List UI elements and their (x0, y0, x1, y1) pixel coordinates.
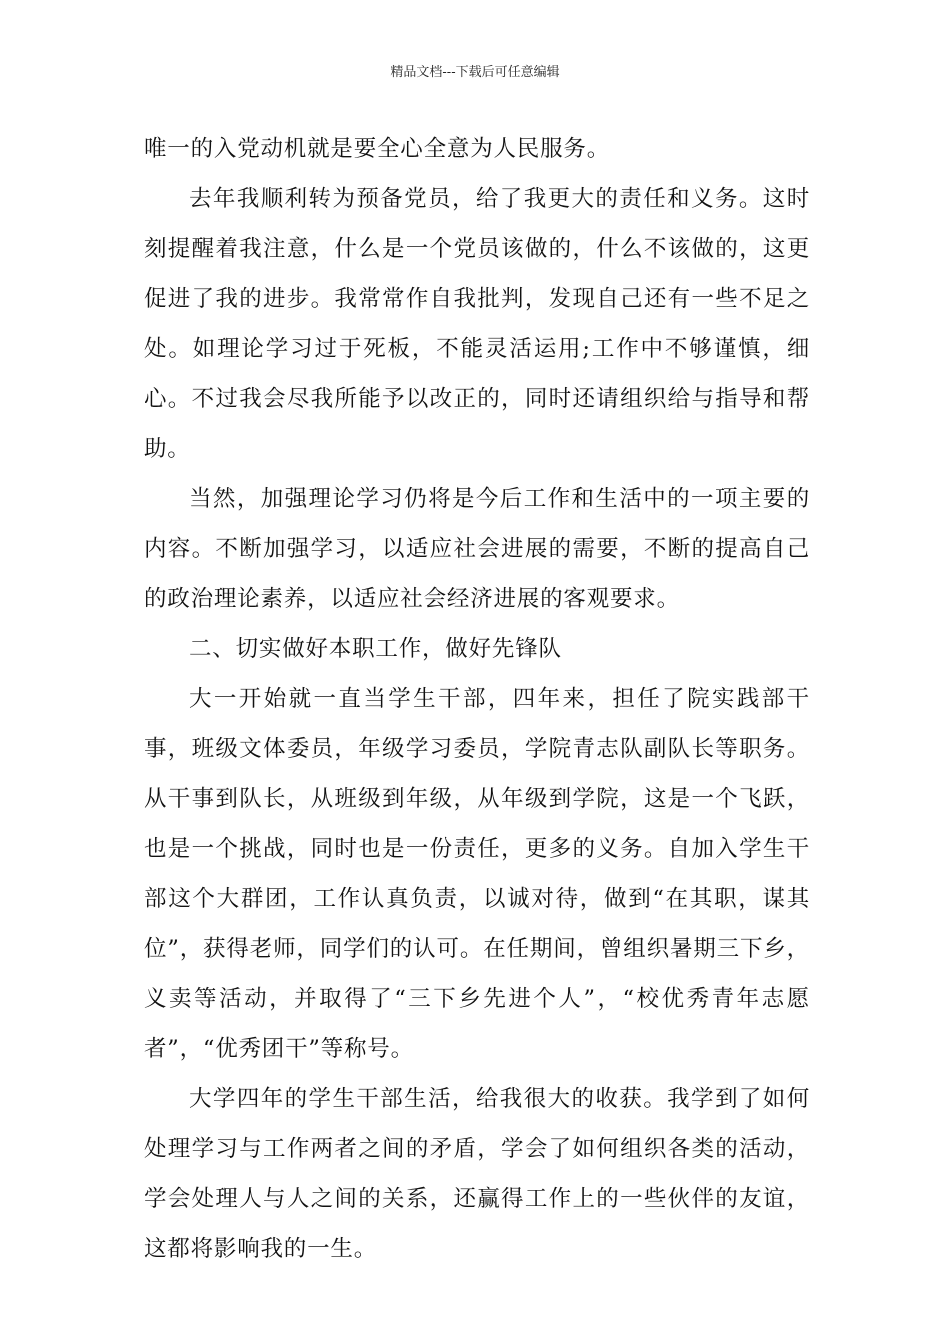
paragraph: 大一开始就一直当学生干部，四年来，担任了院实践部干事，班级文体委员，年级学习委员，学院青志队副队长等职务。从干事到队长，从班级到年级，从年级到学院，这是一个飞跃，也是一个挑战，同时也是一份责任，更多的义务。自加入学生干部这个大群团，工作认真负责，以诚对待，做到“在其职，谋其位”，获得老师，同学们的认可。在任期间，曾组织暑期三下乡，义卖等活动，并取得了“三下乡先进个人”，“校优秀青年志愿者”，“优秀团干”等称号。 (144, 686, 810, 1062)
paragraph-continuation: 唯一的入党动机就是要全心全意为人民服务。 (144, 136, 611, 162)
document-body (144, 124, 810, 1274)
paragraph: 当然，加强理论学习仍将是今后工作和生活中的一项主要的内容。不断加强学习，以适应社会进展的需要，不断的提高自己的政治理论素养，以适应社会经济进展的客观要求。 (144, 486, 810, 612)
page-header: 精品文档---下载后可任意编辑 (390, 65, 560, 80)
paragraph: 去年我顺利转为预备党员，给了我更大的责任和义务。这时刻提醒着我注意，什么是一个党员该做的，什么不该做的，这更促进了我的进步。我常常作自我批判，发现自己还有一些不足之处。如理论学习过于死板，不能灵活运用;工作中不够谨慎，细心。不过我会尽我所能予以改正的，同时还请组织给与指导和帮助。 (144, 186, 810, 462)
section-heading: 二、切实做好本职工作，做好先锋队 (189, 636, 562, 662)
paragraph: 大学四年的学生干部生活，给我很大的收获。我学到了如何处理学习与工作两者之间的矛盾，学会了如何组织各类的活动，学会处理人与人之间的关系，还赢得工作上的一些伙伴的友谊，这都将影响我的一生。 (144, 1086, 810, 1262)
